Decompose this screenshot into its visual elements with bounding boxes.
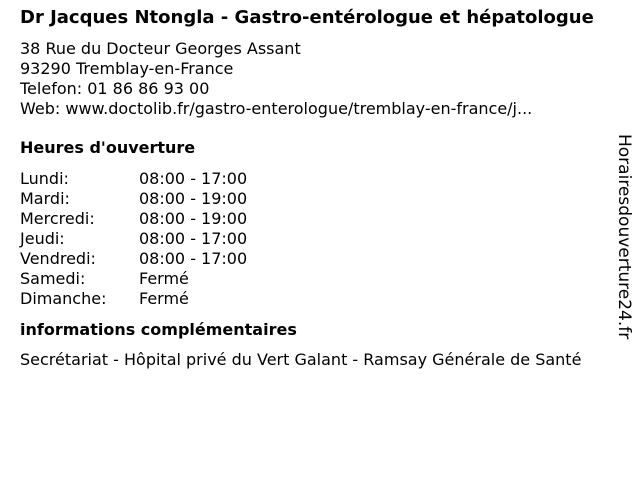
address-street: 38 Rue du Docteur Georges Assant: [20, 39, 301, 58]
hours-row: [20, 269, 608, 289]
page-title: Dr Jacques Ntongla - Gastro-entérologue et hépatologue: [20, 7, 594, 28]
info-text: Secrétariat - Hôpital privé du Vert Galant - Ramsay Générale de Santé: [20, 350, 582, 369]
hours-time: 08:00 - 17:00: [139, 249, 248, 268]
hours-row: [20, 189, 608, 209]
hours-day: Lundi:: [20, 169, 69, 188]
hours-row: [20, 209, 608, 229]
hours-day: Jeudi:: [20, 229, 65, 248]
hours-time: 08:00 - 19:00: [139, 209, 248, 228]
info-heading: informations complémentaires: [20, 320, 297, 339]
hours-time: Fermé: [139, 289, 189, 308]
hours-time: 08:00 - 17:00: [139, 169, 248, 188]
hours-row: [20, 289, 608, 309]
website-link[interactable]: Web: www.doctolib.fr/gastro-enterologue/tremblay-en-france/j...: [20, 99, 533, 118]
contact-block: [20, 39, 608, 119]
hours-time: Fermé: [139, 269, 189, 288]
hours-day: Mercredi:: [20, 209, 95, 228]
hours-day: Mardi:: [20, 189, 70, 208]
practice-card: [20, 8, 608, 370]
hours-day: Samedi:: [20, 269, 86, 288]
hours-row: [20, 169, 608, 189]
address-city: 93290 Tremblay-en-France: [20, 59, 234, 78]
hours-row: [20, 229, 608, 249]
hours-row: [20, 249, 608, 269]
hours-table: [20, 169, 608, 309]
hours-day: Vendredi:: [20, 249, 96, 268]
hours-time: 08:00 - 17:00: [139, 229, 248, 248]
hours-time: 08:00 - 19:00: [139, 189, 248, 208]
hours-heading: Heures d'ouverture: [20, 138, 196, 157]
phone-number[interactable]: Telefon: 01 86 86 93 00: [20, 79, 210, 98]
hours-day: Dimanche:: [20, 289, 107, 308]
site-watermark: Horairesdouverture24.fr: [614, 134, 634, 340]
